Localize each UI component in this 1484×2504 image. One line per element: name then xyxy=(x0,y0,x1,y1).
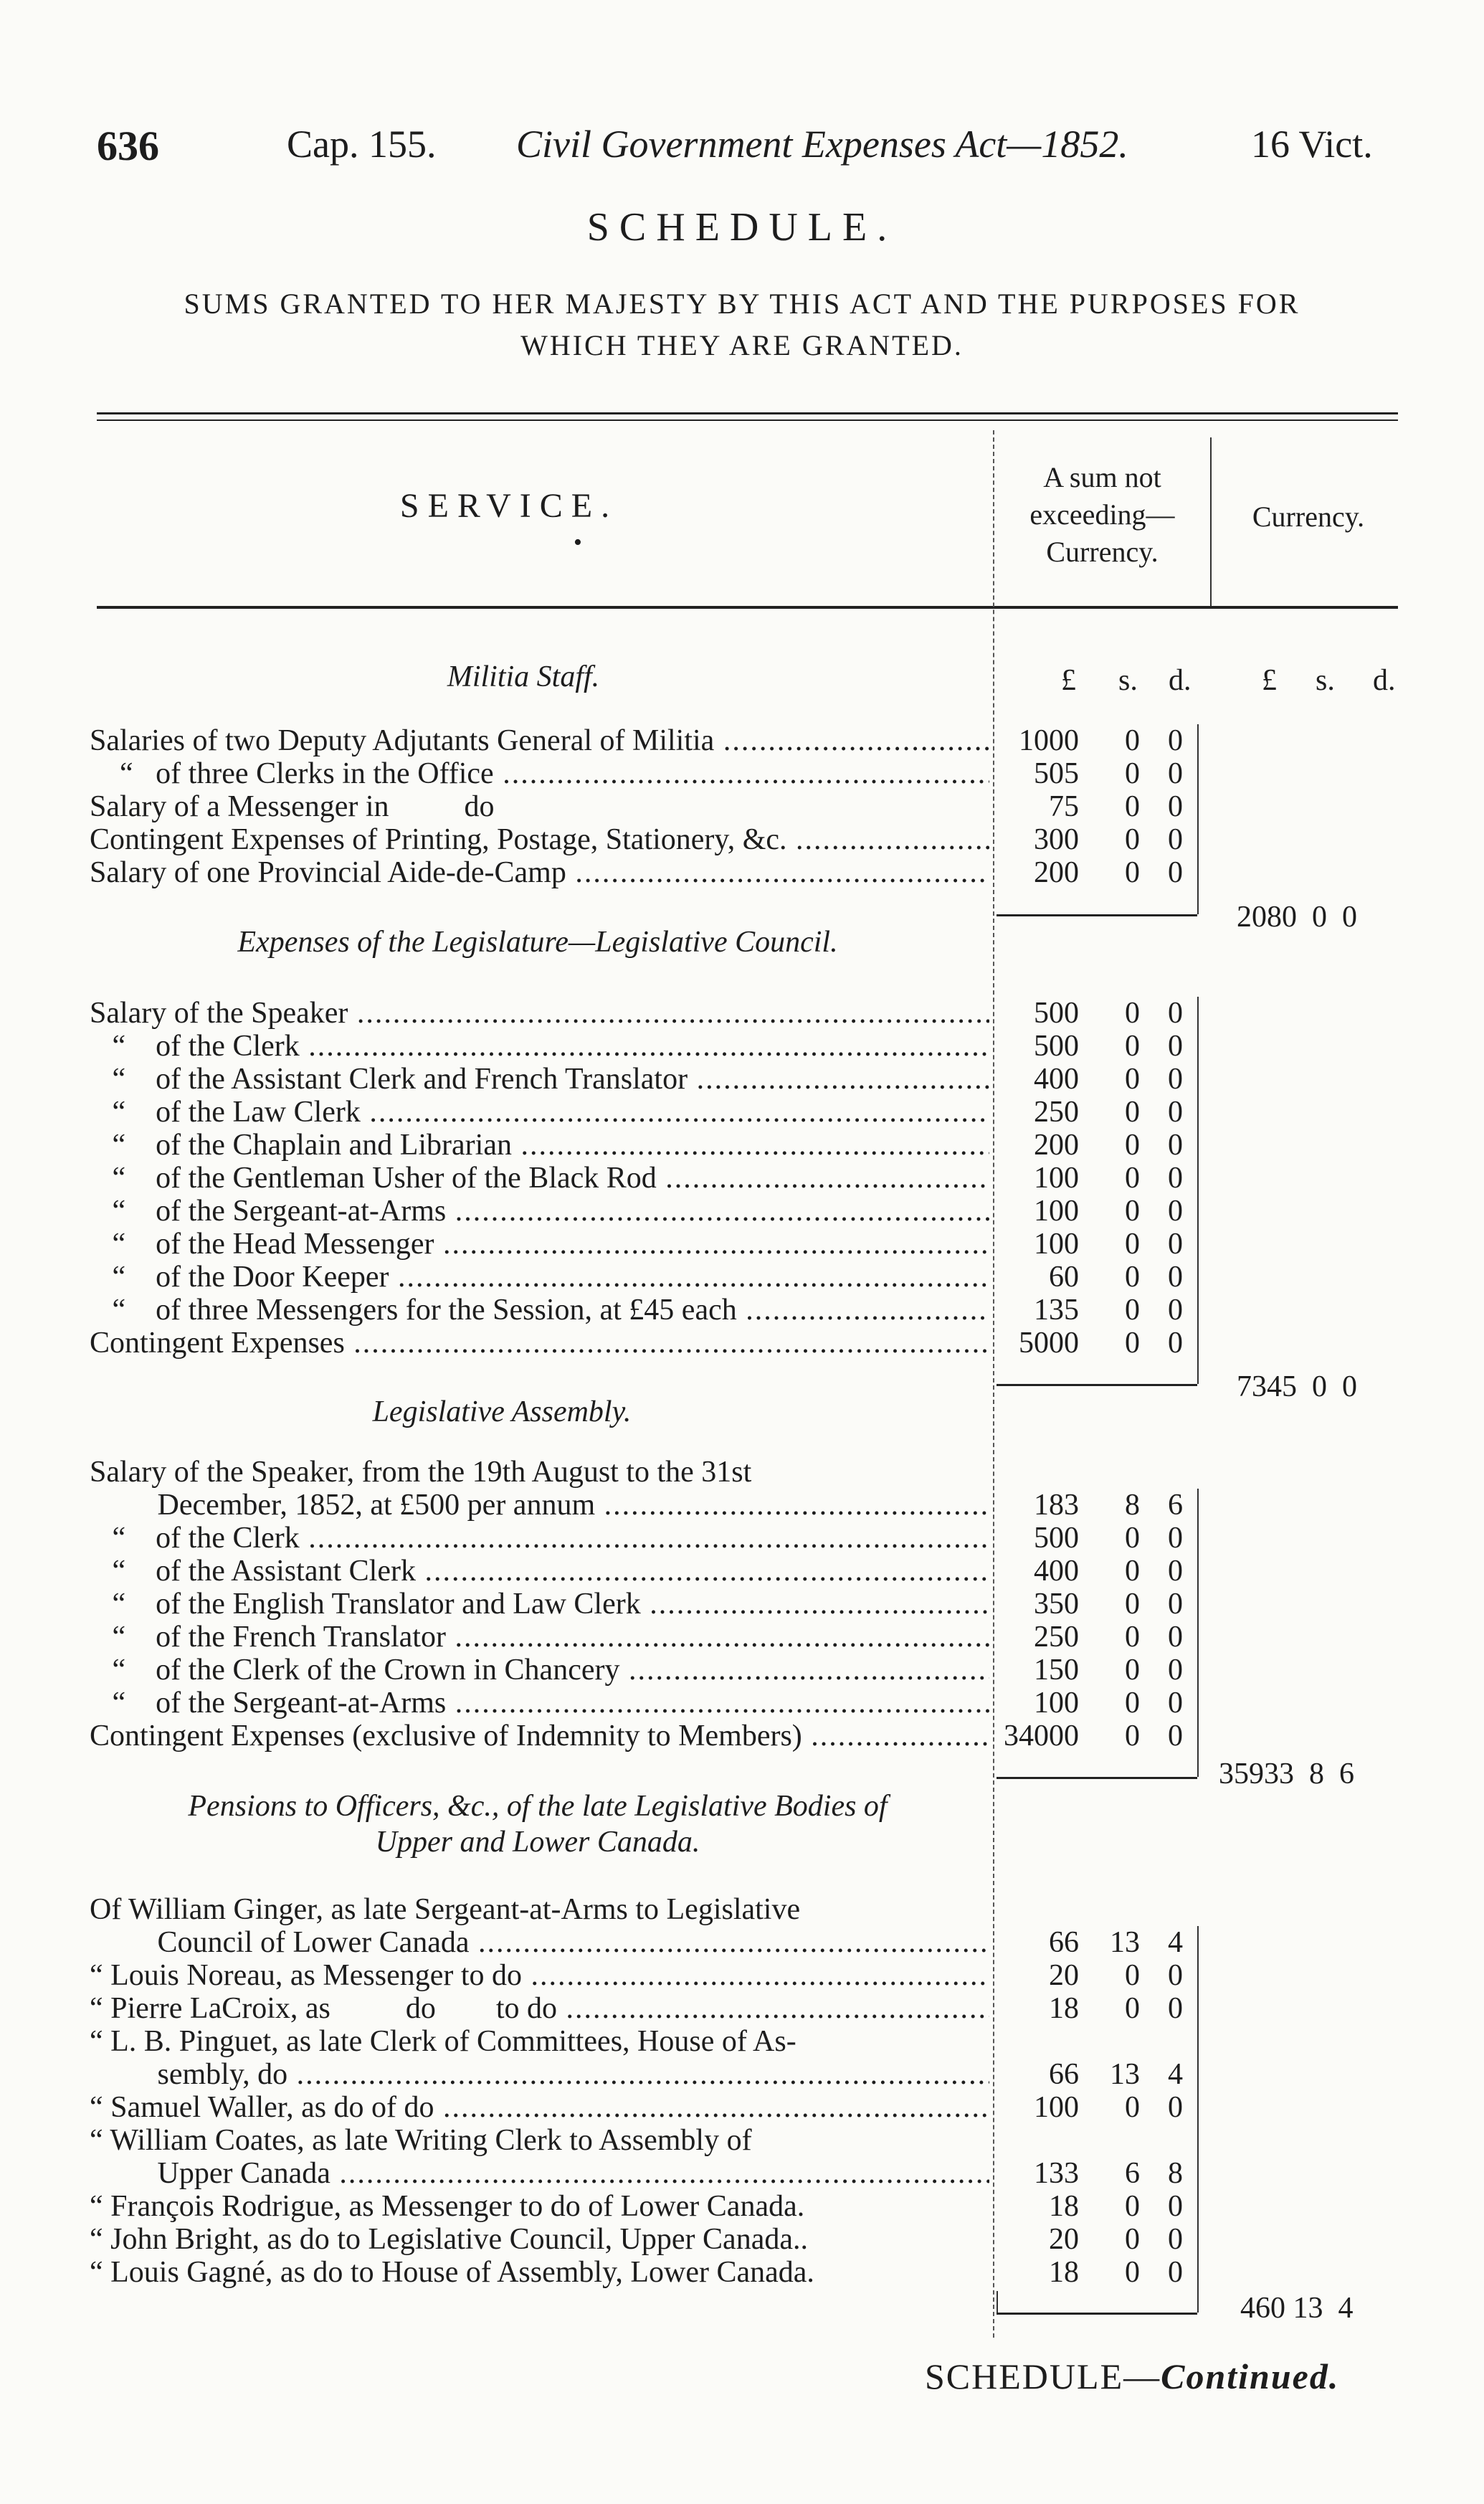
chapter-label: Cap. 155. xyxy=(287,123,437,166)
row-pence: 4 xyxy=(1168,2058,1183,2091)
row-shillings: 0 xyxy=(1125,790,1140,823)
row-pence: 0 xyxy=(1168,1327,1183,1360)
row-pence: 0 xyxy=(1168,1687,1183,1720)
schedule-title: SCHEDULE. xyxy=(586,205,898,250)
row-description: “ of the Chaplain and Librarian ..... xyxy=(90,1129,989,1162)
row-description: “ Louis Gagné, as do to House of Assembly, Lower Canada. xyxy=(90,2256,814,2289)
row-description: Contingent Expenses of Printing, Postage, Stationery, &c. ..... xyxy=(90,823,989,856)
row-pence: 0 xyxy=(1168,1654,1183,1687)
row-shillings: 0 xyxy=(1125,1327,1140,1360)
section-heading-legislative-council: Expenses of the Legislature—Legislative Council. xyxy=(237,926,838,959)
row-shillings: 0 xyxy=(1125,1522,1140,1555)
row-description: “ John Bright, as do to Legislative Council, Upper Canada.. xyxy=(90,2223,808,2256)
row-shillings: 0 xyxy=(1125,1096,1140,1129)
sum-column-header xyxy=(993,459,1212,571)
row-description: December, 1852, at £500 per annum ..... xyxy=(90,1489,989,1522)
total-pound-unit: £ xyxy=(1262,664,1277,697)
row-description: Salary of the Speaker ..... xyxy=(90,997,989,1030)
subtotal-rule xyxy=(997,1384,1197,1386)
row-description: “ of the Clerk ..... xyxy=(90,1522,989,1555)
sum-header-line3: Currency. xyxy=(1046,536,1159,568)
sum-header-line2: exceeding— xyxy=(1029,498,1175,531)
service-column-header: SERVICE. xyxy=(399,487,619,525)
row-pounds: 250 xyxy=(1034,1621,1079,1654)
row-description: “ Louis Noreau, as Messenger to do ..... xyxy=(90,1959,989,1992)
subtotal-bracket-left xyxy=(997,2291,998,2313)
row-pounds: 100 xyxy=(1034,1195,1079,1228)
row-pence: 0 xyxy=(1168,823,1183,856)
row-pounds: 18 xyxy=(1049,2256,1079,2289)
row-pence: 0 xyxy=(1168,2256,1183,2289)
row-shillings: 0 xyxy=(1125,823,1140,856)
row-pounds: 100 xyxy=(1034,2091,1079,2124)
row-shillings: 0 xyxy=(1125,997,1140,1030)
subtotal-bracket xyxy=(1197,1489,1199,1777)
row-pounds: 75 xyxy=(1049,790,1079,823)
row-pounds: 18 xyxy=(1049,2190,1079,2223)
subtotal-bracket xyxy=(1197,724,1199,914)
row-pence: 6 xyxy=(1168,1489,1183,1522)
row-pence: 0 xyxy=(1168,2223,1183,2256)
row-description: Of William Ginger, as late Sergeant-at-Arms to Legislative xyxy=(90,1893,801,1926)
subtotal-rule xyxy=(997,914,1197,916)
row-description: “ of the Assistant Clerk and French Translator ..... xyxy=(90,1063,989,1096)
row-description: “ of the Sergeant-at-Arms ..... xyxy=(90,1195,989,1228)
row-pounds: 500 xyxy=(1034,1030,1079,1063)
row-shillings: 0 xyxy=(1125,1129,1140,1162)
currency-column-header: Currency. xyxy=(1252,501,1365,533)
row-pence: 0 xyxy=(1168,1992,1183,2025)
row-description: “ William Coates, as late Writing Clerk to Assembly of xyxy=(90,2124,752,2157)
row-shillings: 0 xyxy=(1125,1261,1140,1294)
section-total: 2080 0 0 xyxy=(1237,901,1357,934)
row-pence: 8 xyxy=(1168,2157,1183,2190)
row-pounds: 20 xyxy=(1049,1959,1079,1992)
subtotal-rule xyxy=(997,1777,1197,1779)
row-description: “ of the Head Messenger ..... xyxy=(90,1228,989,1261)
row-shillings: 13 xyxy=(1110,2058,1140,2091)
row-shillings: 0 xyxy=(1125,1654,1140,1687)
section-heading-legislative-assembly: Legislative Assembly. xyxy=(372,1395,632,1428)
table-top-rule xyxy=(97,412,1398,414)
row-pounds: 250 xyxy=(1034,1096,1079,1129)
row-pounds: 500 xyxy=(1034,997,1079,1030)
section-heading-pensions: Pensions to Officers, &c., of the late Legislative Bodies of xyxy=(188,1790,888,1823)
footer-text: SCHEDULE— xyxy=(925,2356,1161,2396)
row-shillings: 0 xyxy=(1125,1687,1140,1720)
row-shillings: 0 xyxy=(1125,1959,1140,1992)
row-description: “ of the Gentleman Usher of the Black Rod ..... xyxy=(90,1162,989,1195)
table-top-rule-2 xyxy=(97,419,1398,421)
row-pence: 0 xyxy=(1168,1096,1183,1129)
row-shillings: 0 xyxy=(1125,1555,1140,1588)
row-shillings: 0 xyxy=(1125,1063,1140,1096)
row-pence: 0 xyxy=(1168,724,1183,757)
section-heading-pensions-2: Upper and Lower Canada. xyxy=(375,1826,700,1859)
row-description: “ of the French Translator ..... xyxy=(90,1621,989,1654)
row-shillings: 0 xyxy=(1125,2256,1140,2289)
subtotal-bracket xyxy=(1197,997,1199,1384)
row-pounds: 34000 xyxy=(1004,1720,1079,1753)
row-shillings: 0 xyxy=(1125,1030,1140,1063)
row-pence: 0 xyxy=(1168,856,1183,889)
schedule-subtitle-2: WHICH THEY ARE GRANTED. xyxy=(520,329,964,361)
section-heading-militia: Militia Staff. xyxy=(447,660,600,693)
row-shillings: 0 xyxy=(1125,1294,1140,1327)
row-pence: 0 xyxy=(1168,1720,1183,1753)
row-pence: 0 xyxy=(1168,1959,1183,1992)
section-total: 7345 0 0 xyxy=(1237,1370,1357,1403)
row-pounds: 60 xyxy=(1049,1261,1079,1294)
row-pence: 0 xyxy=(1168,1228,1183,1261)
service-mark: • xyxy=(574,529,582,556)
row-shillings: 13 xyxy=(1110,1926,1140,1959)
row-pounds: 18 xyxy=(1049,1992,1079,2025)
row-pounds: 200 xyxy=(1034,856,1079,889)
section-total: 35933 8 6 xyxy=(1219,1758,1354,1791)
row-description: “ of the Door Keeper ..... xyxy=(90,1261,989,1294)
row-description: Salary of one Provincial Aide-de-Camp ..... xyxy=(90,856,989,889)
row-pence: 0 xyxy=(1168,1621,1183,1654)
pence-unit: d. xyxy=(1169,664,1192,697)
shilling-unit: s. xyxy=(1118,664,1138,697)
column-divider-service xyxy=(993,430,994,2338)
row-description: Upper Canada ..... xyxy=(90,2157,989,2190)
row-pence: 0 xyxy=(1168,1195,1183,1228)
row-shillings: 0 xyxy=(1125,2190,1140,2223)
row-shillings: 0 xyxy=(1125,856,1140,889)
row-shillings: 0 xyxy=(1125,1992,1140,2025)
row-shillings: 6 xyxy=(1125,2157,1140,2190)
row-pounds: 200 xyxy=(1034,1129,1079,1162)
row-pounds: 100 xyxy=(1034,1162,1079,1195)
row-shillings: 0 xyxy=(1125,1621,1140,1654)
row-description: sembly, do ..... xyxy=(90,2058,989,2091)
row-description: “ of the Assistant Clerk ..... xyxy=(90,1555,989,1588)
row-pounds: 183 xyxy=(1034,1489,1079,1522)
row-shillings: 0 xyxy=(1125,2223,1140,2256)
section-total: 460 13 4 xyxy=(1240,2292,1354,2325)
row-shillings: 0 xyxy=(1125,1720,1140,1753)
footer-italic: Continued. xyxy=(1161,2356,1340,2396)
row-description: “ of three Clerks in the Office ..... xyxy=(90,757,989,790)
row-pounds: 100 xyxy=(1034,1687,1079,1720)
row-pence: 0 xyxy=(1168,997,1183,1030)
row-description: “ Samuel Waller, as do of do ..... xyxy=(90,2091,989,2124)
row-description: “ L. B. Pinguet, as late Clerk of Committees, House of As- xyxy=(90,2025,796,2058)
row-pence: 0 xyxy=(1168,1522,1183,1555)
row-description: “ of the English Translator and Law Clerk ..... xyxy=(90,1588,989,1621)
row-pounds: 1000 xyxy=(1019,724,1079,757)
row-pounds: 66 xyxy=(1049,2058,1079,2091)
row-pounds: 505 xyxy=(1034,757,1079,790)
row-description: Contingent Expenses ..... xyxy=(90,1327,989,1360)
total-pence-unit: d. xyxy=(1373,664,1396,697)
row-pounds: 5000 xyxy=(1019,1327,1079,1360)
header-bottom-rule xyxy=(97,606,1398,609)
subtotal-bracket xyxy=(1197,1926,1199,2313)
row-description: Salary of the Speaker, from the 19th August to the 31st xyxy=(90,1456,752,1489)
row-shillings: 0 xyxy=(1125,757,1140,790)
row-pence: 0 xyxy=(1168,1063,1183,1096)
row-pence: 0 xyxy=(1168,1555,1183,1588)
row-description: “ of the Clerk of the Crown in Chancery ..... xyxy=(90,1654,989,1687)
row-description: “ of three Messengers for the Session, at £45 each ..... xyxy=(90,1294,989,1327)
row-description: “ of the Sergeant-at-Arms ..... xyxy=(90,1687,989,1720)
pound-unit: £ xyxy=(1061,664,1076,697)
row-description: Council of Lower Canada ..... xyxy=(90,1926,989,1959)
page-number: 636 xyxy=(97,123,159,169)
row-pence: 0 xyxy=(1168,1129,1183,1162)
row-pence: 0 xyxy=(1168,1261,1183,1294)
subtotal-rule xyxy=(997,2313,1197,2315)
row-pounds: 20 xyxy=(1049,2223,1079,2256)
row-pounds: 400 xyxy=(1034,1063,1079,1096)
row-pounds: 500 xyxy=(1034,1522,1079,1555)
row-pounds: 300 xyxy=(1034,823,1079,856)
row-pounds: 66 xyxy=(1049,1926,1079,1959)
row-pence: 0 xyxy=(1168,1588,1183,1621)
total-shilling-unit: s. xyxy=(1316,664,1335,697)
row-shillings: 0 xyxy=(1125,1162,1140,1195)
row-shillings: 0 xyxy=(1125,724,1140,757)
row-pence: 0 xyxy=(1168,1162,1183,1195)
row-pounds: 133 xyxy=(1034,2157,1079,2190)
row-shillings: 8 xyxy=(1125,1489,1140,1522)
row-pence: 0 xyxy=(1168,757,1183,790)
row-pounds: 400 xyxy=(1034,1555,1079,1588)
row-description: “ of the Clerk ..... xyxy=(90,1030,989,1063)
row-shillings: 0 xyxy=(1125,2091,1140,2124)
row-description: Salaries of two Deputy Adjutants General of Militia ..... xyxy=(90,724,989,757)
row-pence: 4 xyxy=(1168,1926,1183,1959)
schedule-subtitle-1: SUMS GRANTED TO HER MAJESTY BY THIS ACT AND THE PURPOSES FOR xyxy=(184,288,1300,320)
row-pence: 0 xyxy=(1168,1294,1183,1327)
act-title: Civil Government Expenses Act—1852. xyxy=(516,123,1128,166)
row-pence: 0 xyxy=(1168,790,1183,823)
row-pounds: 100 xyxy=(1034,1228,1079,1261)
row-pounds: 135 xyxy=(1034,1294,1079,1327)
row-pence: 0 xyxy=(1168,2190,1183,2223)
row-pence: 0 xyxy=(1168,1030,1183,1063)
row-shillings: 0 xyxy=(1125,1588,1140,1621)
row-description: “ François Rodrigue, as Messenger to do of Lower Canada. xyxy=(90,2190,805,2223)
row-description: “ of the Law Clerk ..... xyxy=(90,1096,989,1129)
sum-header-line1: A sum not xyxy=(1043,461,1161,493)
row-pence: 0 xyxy=(1168,2091,1183,2124)
row-pounds: 150 xyxy=(1034,1654,1079,1687)
row-shillings: 0 xyxy=(1125,1195,1140,1228)
regnal-year: 16 Vict. xyxy=(1251,123,1373,166)
row-shillings: 0 xyxy=(1125,1228,1140,1261)
row-description: Salary of a Messenger in do xyxy=(90,790,495,823)
row-description: Contingent Expenses (exclusive of Indemnity to Members) ..... xyxy=(90,1720,989,1753)
row-pounds: 350 xyxy=(1034,1588,1079,1621)
continued-footer xyxy=(925,2356,1339,2397)
row-description: “ Pierre LaCroix, as do to do ..... xyxy=(90,1992,989,2025)
